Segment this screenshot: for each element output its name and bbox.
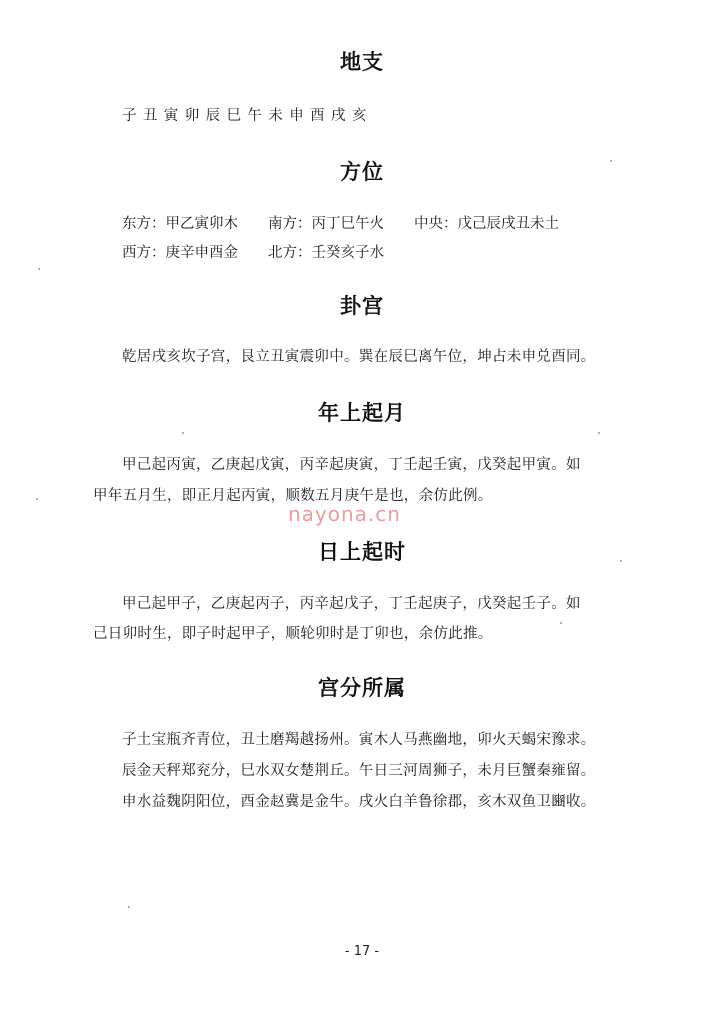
scan-speck [610,160,612,162]
section-heading-gongfensuoshu: 宫分所属 [318,676,406,700]
watermark: nayona.cn [288,502,401,526]
scan-speck [620,560,622,562]
scan-speck [560,622,562,624]
section-heading-rishangqishi: 日上起时 [318,540,406,564]
section-heading-dizhi: 地支 [340,50,384,74]
scan-speck [182,432,184,434]
section-heading-fangwei: 方位 [340,160,384,184]
section-heading-guagong: 卦宫 [340,294,384,318]
dizhi-list: 子丑寅卯辰巳午未申酉戌亥 [122,108,373,124]
fangwei-north: 北方：壬癸亥子水 [268,245,384,261]
fangwei-west: 西方：庚辛申酉金 [122,245,238,261]
scan-speck [128,906,130,908]
nianshangqiyue-line-2: 甲年五月生，即正月起丙寅，顺数五月庚午是也，余仿此例。 [93,488,493,504]
gongfensuoshu-line-2: 辰金天秤郑兖分，巳水双女楚荆丘。午日三河周狮子，未月巨蟹秦雍留。 [122,763,596,779]
nianshangqiyue-line-1: 甲己起丙寅，乙庚起戊寅，丙辛起庚寅，丁壬起壬寅，戊癸起甲寅。如 [122,457,581,473]
rishangqishi-line-2: 己日卯时生，即子时起甲子，顺轮卯时是丁卯也，余仿此推。 [93,626,493,642]
guagong-text: 乾居戌亥坎子宫，艮立丑寅震卯中。巽在辰巳离午位，坤占未申兑酉同。 [122,349,596,365]
fangwei-south: 南方：丙丁巳午火 [268,216,384,232]
gongfensuoshu-line-1: 子土宝瓶齐青位，丑土磨羯越扬州。寅木人马燕幽地，卯火天蝎宋豫求。 [122,732,596,748]
fangwei-east: 东方：甲乙寅卯木 [122,216,238,232]
fangwei-center: 中央：戊己辰戌丑未土 [414,216,559,232]
scan-speck [38,268,40,270]
section-heading-nianshangqiyue: 年上起月 [318,401,406,425]
scan-speck [598,432,600,434]
gongfensuoshu-line-3: 申水益魏阴阳位，酉金赵冀是金牛。戌火白羊鲁徐郡，亥木双鱼卫豳收。 [122,794,596,810]
scan-speck [36,498,38,500]
page-number: - 17 - [344,944,380,959]
rishangqishi-line-1: 甲己起甲子，乙庚起丙子，丙辛起戊子，丁壬起庚子，戊癸起壬子。如 [122,596,581,612]
